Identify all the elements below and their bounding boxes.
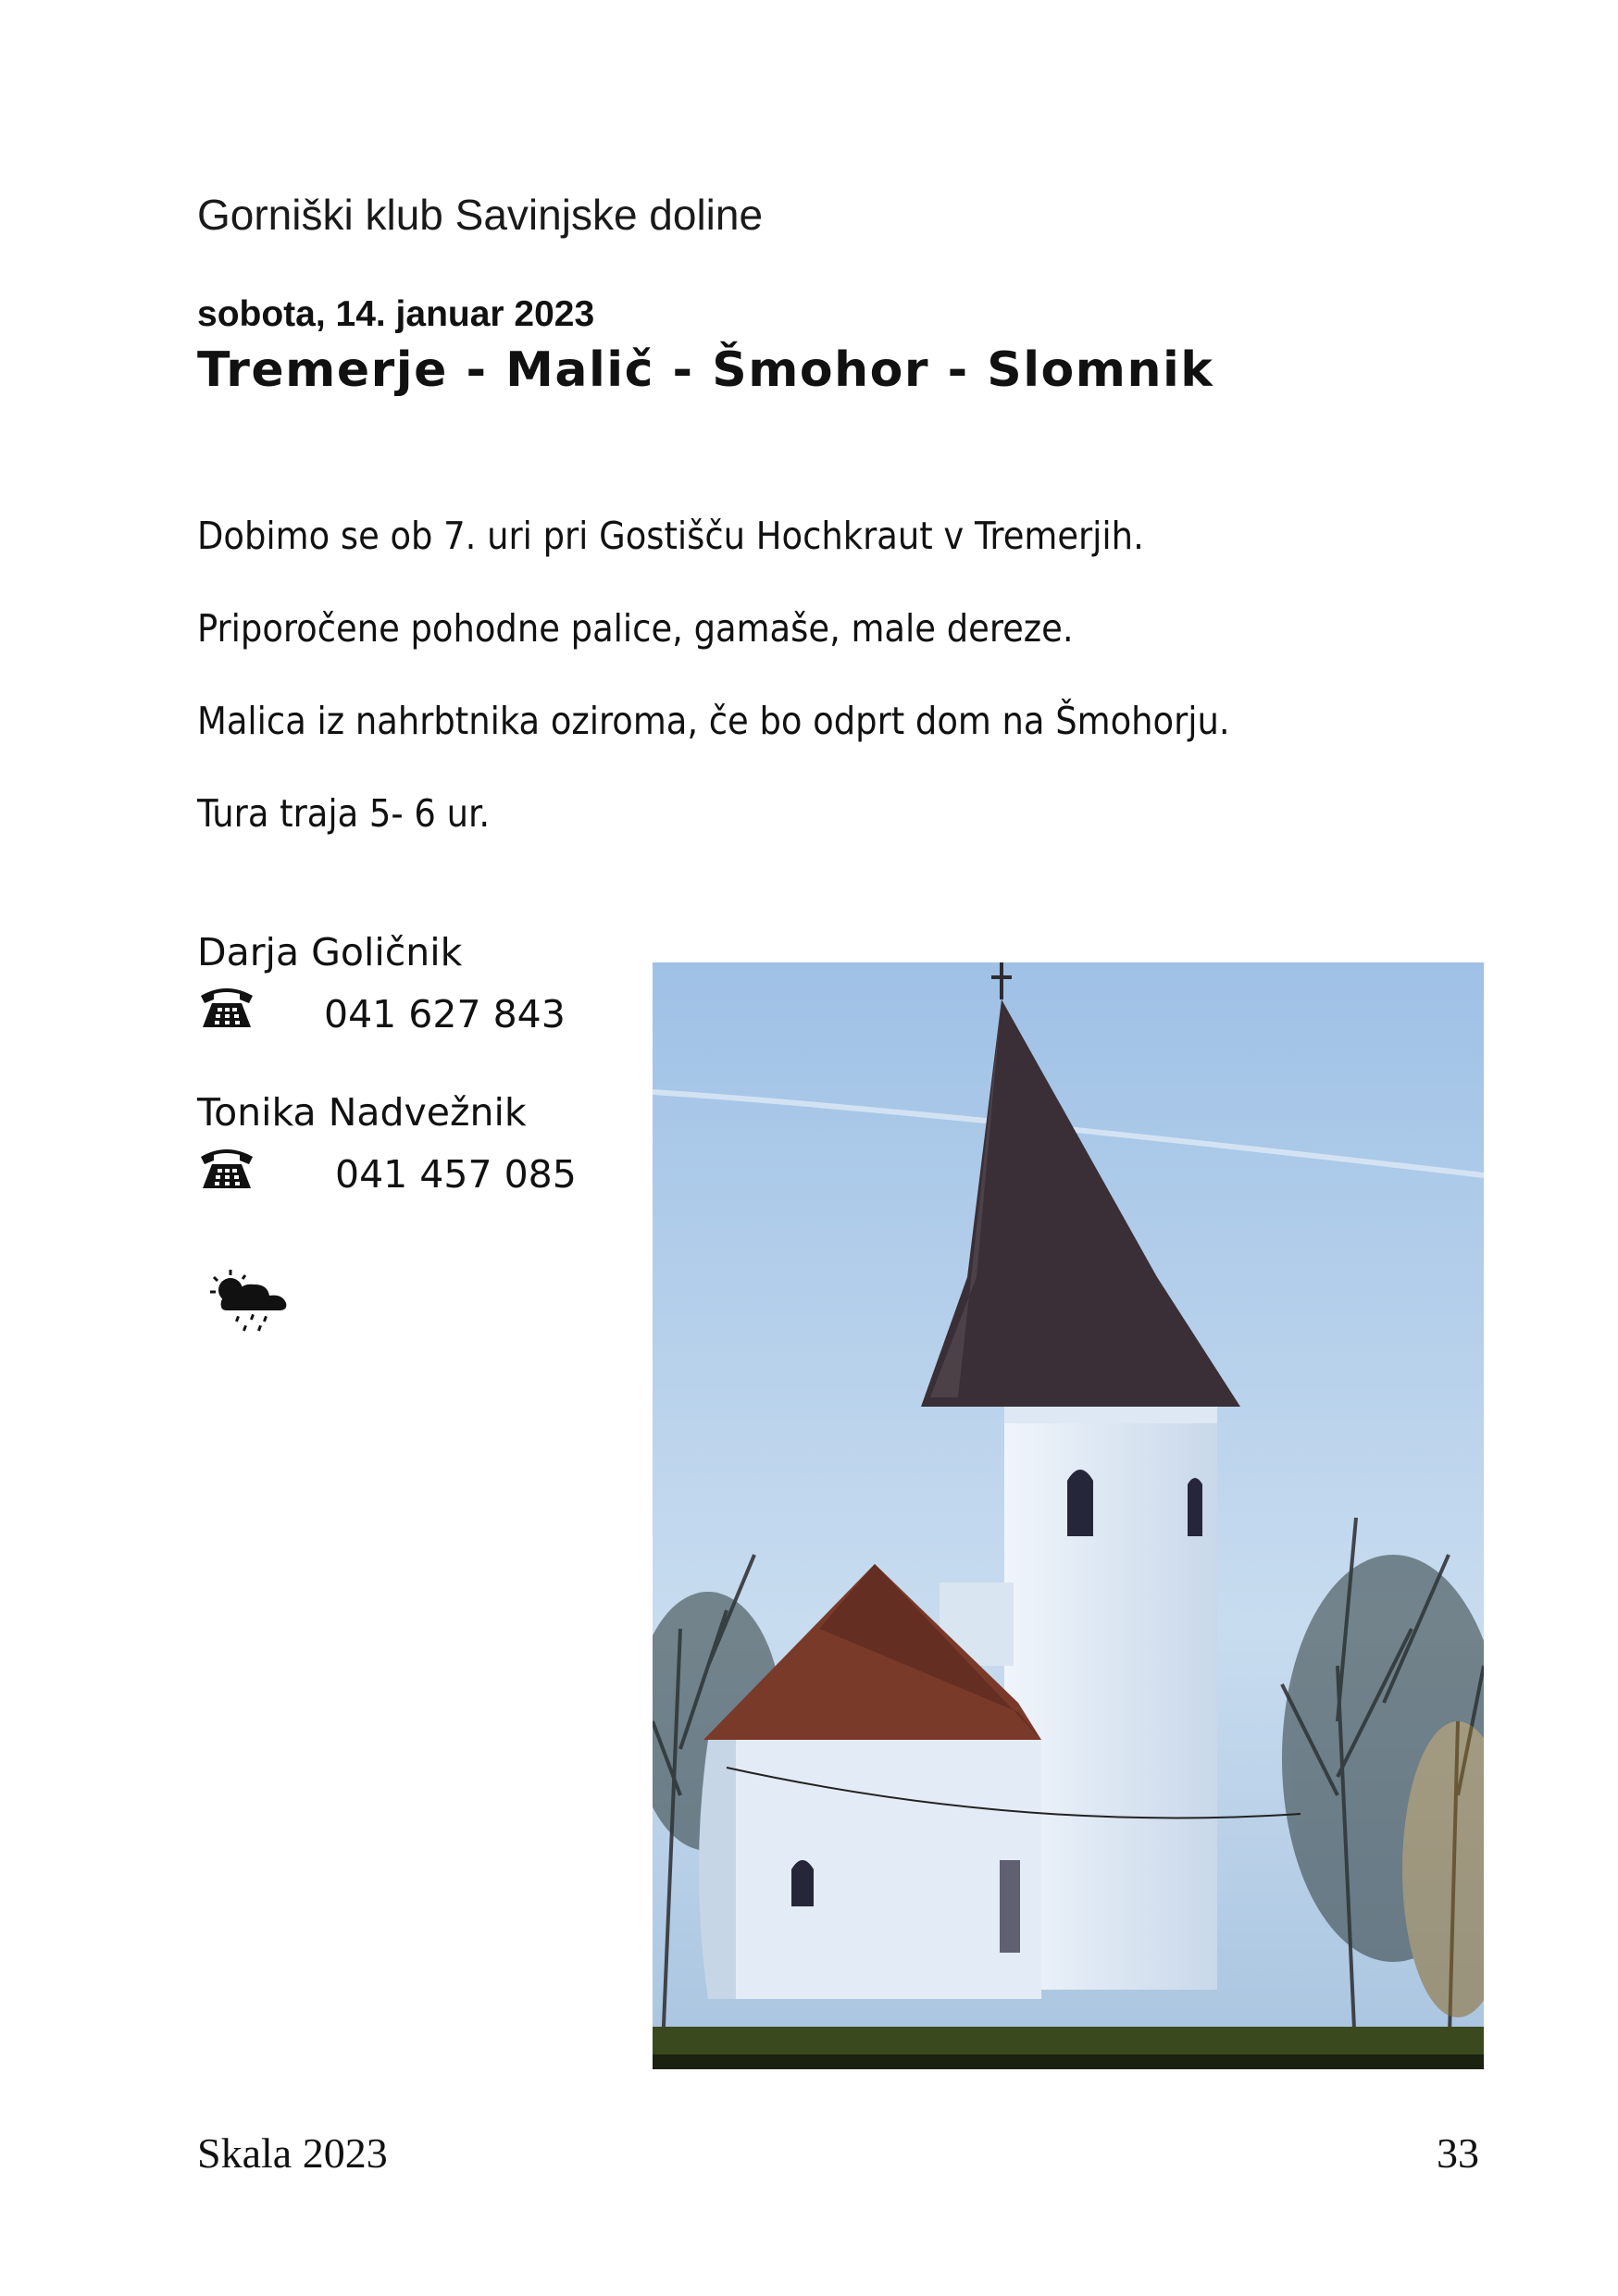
page-number: 33: [1437, 2129, 1479, 2177]
contact-name: Tonika Nadvežnik: [197, 1090, 527, 1135]
telephone-icon: [197, 983, 256, 1031]
club-name: Gorniški klub Savinjske doline: [197, 191, 764, 239]
church-photo: [653, 962, 1484, 2069]
contact-name: Darja Goličnik: [197, 930, 463, 974]
telephone-icon: [197, 1144, 256, 1192]
info-paragraph: Priporočene pohodne palice, gamaše, male dereze.: [197, 606, 1074, 651]
event-title: Tremerje - Malič - Šmohor - Slomnik: [197, 342, 1214, 398]
event-date: sobota, 14. januar 2023: [197, 294, 595, 334]
info-paragraph: Dobimo se ob 7. uri pri Gostišču Hochkraut v Tremerjih.: [197, 514, 1144, 558]
contact-phone: 041 627 843: [324, 992, 566, 1036]
info-paragraph: Malica iz nahrbtnika oziroma, če bo odprt dom na Šmohorju.: [197, 699, 1230, 743]
footer-publication: Skala 2023: [197, 2129, 388, 2177]
info-paragraph: Tura traja 5- 6 ur.: [197, 791, 491, 836]
rain-cloud-sun-icon: [208, 1268, 293, 1336]
contact-phone: 041 457 085: [335, 1152, 577, 1197]
